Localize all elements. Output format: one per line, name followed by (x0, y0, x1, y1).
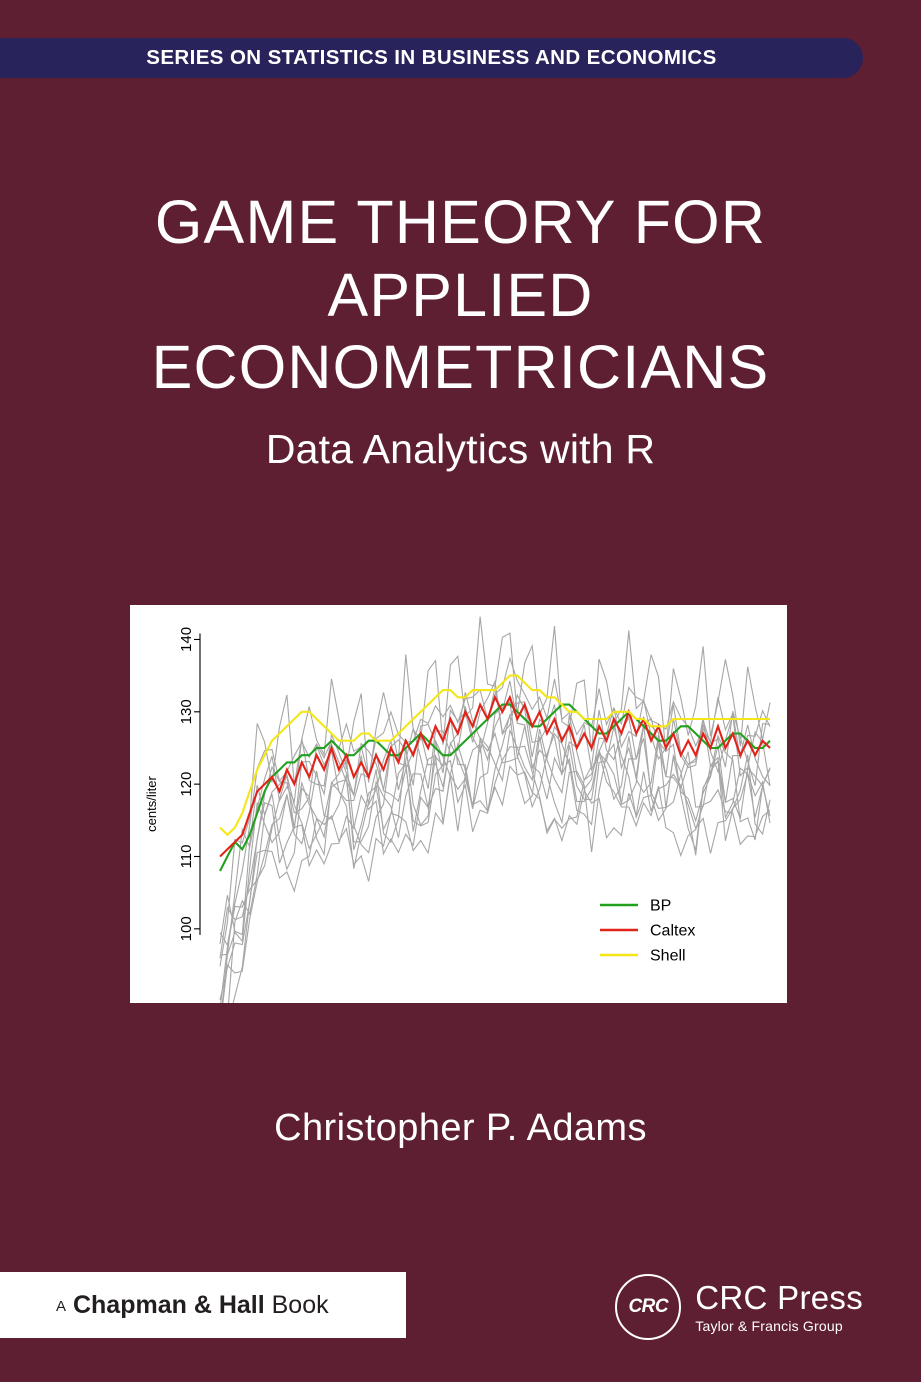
svg-text:120: 120 (178, 771, 195, 797)
svg-text:100: 100 (178, 916, 195, 942)
legend-label-shell: Shell (650, 947, 686, 965)
chapman-prefix: A (56, 1297, 67, 1315)
legend-label-caltex: Caltex (650, 922, 696, 940)
book-subtitle: Data Analytics with R (265, 425, 656, 472)
chapman-hall-imprint (0, 1272, 406, 1338)
title-line-2: APPLIED (327, 260, 594, 329)
cover-chart (130, 605, 787, 1003)
svg-text:140: 140 (178, 626, 195, 652)
page-title (70, 186, 851, 404)
title-line-3: ECONOMETRICIANS (151, 333, 770, 402)
title-line-1: GAME THEORY FOR (154, 188, 767, 256)
chapman-suffix: Book (271, 1290, 329, 1319)
crc-press-label: CRC Press (695, 1278, 863, 1316)
chart-ylabel: cents/liter (144, 776, 159, 832)
series-title: SERIES ON STATISTICS IN BUSINESS AND ECONOMICS (146, 46, 717, 69)
crc-circle-icon: CRC (615, 1274, 681, 1340)
crc-tagline: Taylor & Francis Group (695, 1317, 843, 1334)
series-banner (0, 38, 863, 78)
crc-press-logo (615, 1274, 863, 1340)
title-block (0, 186, 921, 473)
crc-wordmark (695, 1280, 863, 1335)
svg-text:110: 110 (178, 844, 196, 869)
chapman-hall-text (56, 1291, 329, 1320)
chapman-bold: Chapman & Hall (72, 1290, 265, 1319)
svg-text:130: 130 (178, 699, 195, 725)
author-name: Christopher P. Adams (274, 1107, 647, 1149)
legend-label-bp: BP (650, 897, 672, 915)
chart-svg (130, 605, 787, 1003)
